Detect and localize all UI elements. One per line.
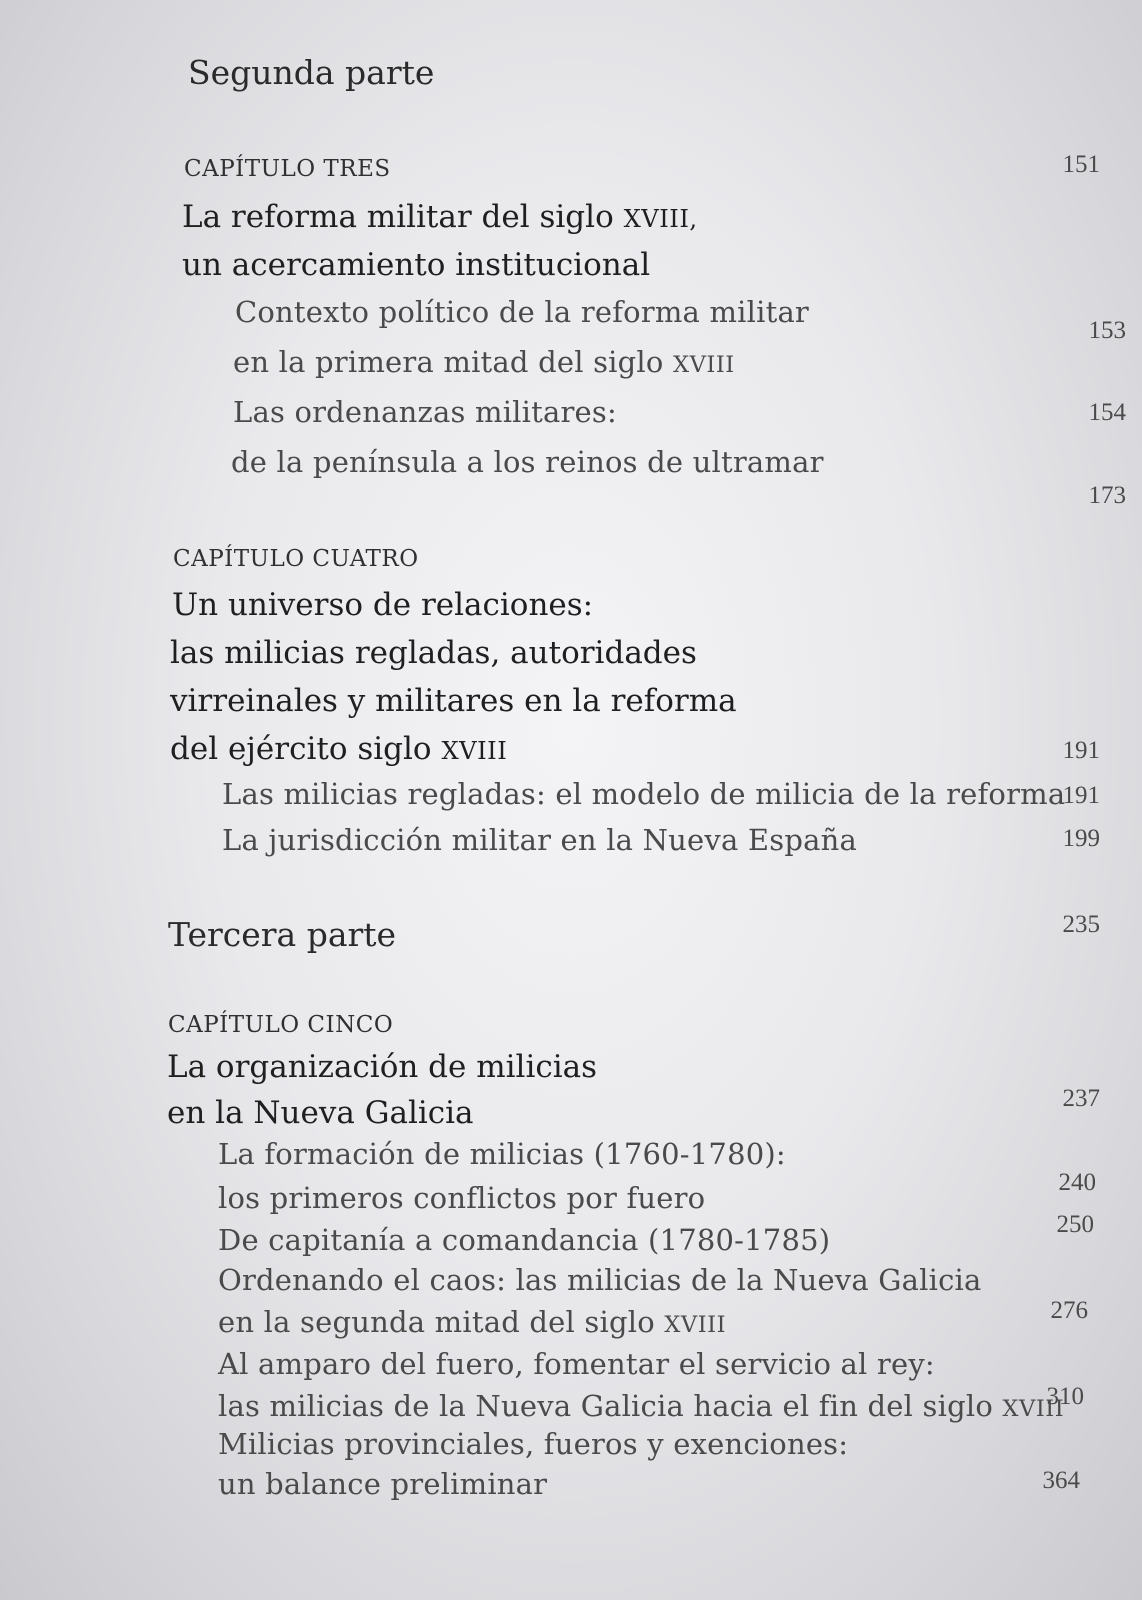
chapter-four-title-line-4-text: del ejército siglo: [170, 731, 432, 767]
chapter-three-section-1-century: XVIII: [672, 352, 735, 378]
chapter-four-page: 191: [1062, 737, 1100, 764]
chapter-five-section-2-page: 250: [1056, 1211, 1094, 1238]
chapter-five-section-1-line-1: La formación de milicias (1760-1780):: [218, 1137, 786, 1171]
chapter-four-title-line-4: [170, 731, 508, 767]
chapter-four-label: CAPÍTULO CUATRO: [173, 546, 419, 572]
chapter-three-title-line-1: [182, 199, 698, 235]
chapter-five-section-3-line-2: [218, 1305, 726, 1339]
chapter-three-title-text: La reforma militar del siglo: [182, 199, 614, 235]
chapter-four-title-line-2: las milicias regladas, autoridades: [170, 635, 697, 671]
chapter-three-section-2-line-1: Las ordenanzas militares:: [233, 395, 617, 429]
chapter-three-section-2-line-2: de la península a los reinos de ultramar: [231, 445, 824, 479]
chapter-five-section-1-page: 240: [1058, 1169, 1096, 1196]
chapter-five-label: CAPÍTULO CINCO: [168, 1012, 394, 1038]
chapter-three-section-2-page: 154: [1088, 399, 1126, 426]
chapter-five-section-5-page: 364: [1042, 1467, 1080, 1494]
chapter-four-title-line-3: virreinales y militares en la reforma: [170, 683, 737, 719]
chapter-three-section-1-line-2-text: en la primera mitad del siglo: [233, 345, 664, 379]
part-two-title: Segunda parte: [188, 53, 435, 92]
chapter-five-title-line-1: La organización de milicias: [167, 1049, 598, 1085]
chapter-four-section-1: Las milicias regladas: el modelo de milicia de la reforma: [222, 777, 1066, 811]
chapter-five-section-4-line-1: Al amparo del fuero, fomentar el servicio al rey:: [218, 1347, 935, 1381]
chapter-four-section-2: La jurisdicción militar en la Nueva España: [222, 823, 857, 857]
chapter-three-section-1-page: 153: [1088, 317, 1126, 344]
chapter-five-section-5-line-1: Milicias provinciales, fueros y exenciones:: [218, 1427, 849, 1461]
chapter-five-title-line-2: en la Nueva Galicia: [167, 1095, 474, 1131]
chapter-three-label: CAPÍTULO TRES: [184, 156, 391, 182]
chapter-five-section-4-century: XVIII: [1002, 1396, 1065, 1422]
chapter-three-section-1-line-1: Contexto político de la reforma militar: [235, 295, 809, 329]
chapter-five-section-3-line-2-text: en la segunda mitad del siglo: [218, 1305, 655, 1339]
chapter-four-title-line-1: Un universo de relaciones:: [172, 587, 594, 623]
chapter-five-page: 237: [1062, 1085, 1100, 1112]
chapter-five-section-1-line-2: los primeros conflictos por fuero: [218, 1181, 706, 1215]
part-three-title: Tercera parte: [168, 915, 397, 954]
chapter-five-section-2-line-1: De capitanía a comandancia (1780-1785): [218, 1223, 831, 1257]
chapter-three-extra-page: 173: [1088, 482, 1126, 509]
chapter-three-section-1-line-2: [233, 345, 735, 379]
chapter-five-section-4-page: 310: [1046, 1383, 1084, 1410]
part-three-page: 235: [1062, 911, 1100, 938]
chapter-five-section-4-line-2: [218, 1389, 1065, 1423]
chapter-five-section-5-line-2: un balance preliminar: [218, 1467, 548, 1501]
chapter-five-section-3-page: 276: [1050, 1297, 1088, 1324]
chapter-five-section-3-line-1: Ordenando el caos: las milicias de la Nueva Galicia: [218, 1263, 982, 1297]
chapter-five-section-3-century: XVIII: [664, 1312, 726, 1338]
chapter-four-title-century: XVIII: [441, 737, 508, 765]
chapter-three-title-century: XVIII,: [623, 205, 698, 233]
chapter-four-section-2-page: 199: [1062, 825, 1100, 852]
chapter-three-page: 151: [1062, 151, 1100, 178]
chapter-five-section-4-line-2-text: las milicias de la Nueva Galicia hacia el fin del siglo: [218, 1389, 993, 1423]
chapter-four-section-1-page: 191: [1062, 782, 1100, 809]
chapter-three-title-line-2: un acercamiento institucional: [182, 247, 651, 283]
